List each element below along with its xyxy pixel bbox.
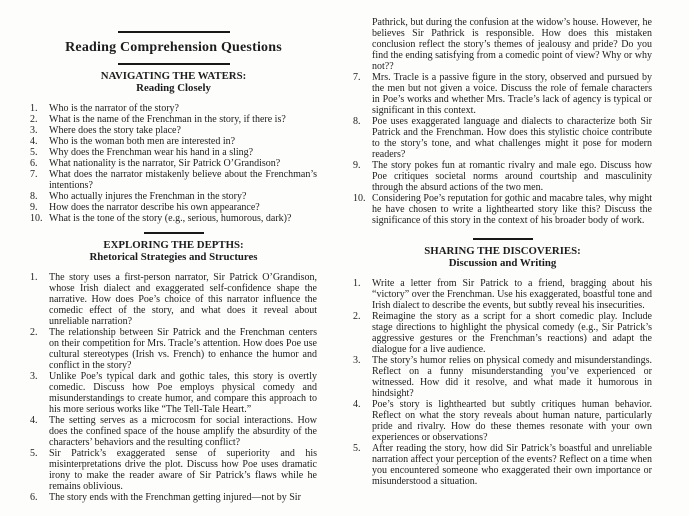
item-text: The story uses a first-person narrator, Sir Patrick O’Grandison, whose Irish dialect and exaggerated self-confidence shape the narrative. How does Poe’s choice of this narrator influence the comedic effect of the story, and what does it reveal about unreliable narration?	[49, 272, 317, 327]
item-number: 6.	[30, 492, 38, 503]
item-text: Sir Patrick’s exaggerated sense of superiority and his misinterpretations drive the plot. Discuss how Poe uses dramatic irony to make the reader aware of Sir Patrick’s flaws while he remains oblivious.	[49, 448, 317, 492]
item-text: Poe uses exaggerated language and dialects to characterize both Sir Patrick and the Frenchman. How does this stylistic choice contribute to the story’s tone, and what challenges might it pose for modern readers?	[372, 116, 652, 160]
item-text: Write a letter from Sir Patrick to a friend, bragging about his “victory” over the Frenchman. Use his exaggerated, boastful tone and Irish dialect to describe the events, but subtly reveal his insecurities.	[372, 278, 652, 311]
list-item	[30, 202, 317, 213]
item-text: After reading the story, how did Sir Patrick’s boastful and unreliable narration affect your perception of the events? Reflect on a time when you encountered someone who exaggerated their own importance or misunderstood a situation.	[372, 443, 652, 487]
item-text: Who actually injures the Frenchman in the story?	[49, 191, 247, 202]
item-number: 9.	[353, 160, 361, 171]
item-number: 7.	[353, 72, 361, 83]
rhetorical-questions-list-right	[353, 72, 652, 226]
item-number: 2.	[30, 114, 38, 125]
list-item	[30, 147, 317, 158]
item-text: The relationship between Sir Patrick and the Frenchman centers on their competition for Mrs. Tracle’s attention. How does Poe use cultural stereotypes (Irish vs. French) to enhance the humor and conflict in the story?	[49, 327, 317, 371]
item-text: What is the tone of the story (e.g., serious, humorous, dark)?	[49, 213, 292, 224]
item-number: 10.	[30, 213, 43, 224]
list-item	[30, 114, 317, 125]
list-item	[30, 415, 317, 448]
section-heading-line2: Discussion and Writing	[448, 256, 557, 269]
section-heading-line1: EXPLORING THE DEPTHS:	[103, 239, 244, 251]
item-text: Who is the woman both men are interested in?	[49, 136, 236, 147]
reading-questions-list	[30, 103, 317, 224]
section-heading-line2: Reading Closely	[136, 81, 211, 94]
list-item	[30, 136, 317, 147]
sharing-questions-list	[353, 278, 652, 487]
item-number: 1.	[353, 278, 361, 289]
item-text: Reimagine the story as a script for a short comedic play. Include stage directions to highlight the physical comedy (e.g., Sir Patrick’s aggressive gestures or the Frenchman’s reactions) and adapt the dialogue for a live audience.	[372, 311, 652, 355]
item-number: 8.	[30, 191, 38, 202]
list-item	[353, 355, 652, 399]
list-item	[30, 213, 317, 224]
item-text: The story’s humor relies on physical comedy and misunderstandings. Reflect on a funny misunderstanding you’ve experienced or witnessed. How did it resolve, and what made it humorous in hindsight?	[372, 355, 652, 399]
item-number: 5.	[30, 448, 38, 459]
list-item	[30, 448, 317, 492]
list-item	[353, 160, 652, 193]
item-number: 1.	[30, 103, 38, 114]
item-number: 6.	[30, 158, 38, 169]
item-number: 9.	[30, 202, 38, 213]
item-text: The story ends with the Frenchman getting injured—not by Sir	[49, 492, 301, 503]
item-number: 4.	[30, 415, 38, 426]
list-item	[353, 116, 652, 160]
item-number: 1.	[30, 272, 38, 283]
list-item	[353, 72, 652, 116]
item-text: Poe’s story is lighthearted but subtly critiques human behavior. Reflect on what the story reveals about human nature, particularly pride and rivalry. How do these themes resonate with your own experiences or observations?	[372, 399, 652, 443]
list-item	[30, 272, 317, 327]
right-column	[353, 0, 652, 487]
list-item	[30, 158, 317, 169]
list-item	[30, 169, 317, 191]
list-item	[30, 125, 317, 136]
item-text: How does the narrator describe his own appearance?	[49, 202, 260, 213]
section-heading-navigating	[30, 71, 317, 94]
section-heading-sharing	[353, 246, 652, 269]
list-item	[353, 193, 652, 226]
item-text: Unlike Poe’s typical dark and gothic tales, this story is overtly comedic. Discuss how Poe employs physical comedy and misunderstandings to create humor, and compare this approach to his more serious works like “The Tell-Tale Heart.”	[49, 371, 317, 415]
item-number: 3.	[353, 355, 361, 366]
list-item	[30, 103, 317, 114]
item-number: 4.	[30, 136, 38, 147]
section-heading-exploring	[30, 240, 317, 263]
title-rule-bottom	[118, 63, 230, 65]
item-number: 2.	[30, 327, 38, 338]
item-text: Who is the narrator of the story?	[49, 103, 179, 114]
section-heading-line2: Rhetorical Strategies and Structures	[89, 250, 258, 263]
item-number: 10.	[353, 193, 366, 204]
title-rule-top	[118, 31, 230, 33]
list-item	[30, 492, 317, 503]
section-heading-line1: SHARING THE DISCOVERIES:	[424, 245, 581, 257]
page-title: Reading Comprehension Questions	[65, 40, 282, 55]
item-text: The setting serves as a microcosm for social interactions. How does the confined space of the house amplify the absurdity of the characters’ behaviors and the resulting conflict?	[49, 415, 317, 448]
item-number: 3.	[30, 371, 38, 382]
list-item	[30, 191, 317, 202]
list-item	[353, 399, 652, 443]
item-text: Where does the story take place?	[49, 125, 181, 136]
item-number: 7.	[30, 169, 38, 180]
section-rule	[144, 232, 204, 234]
section-heading-line1: NAVIGATING THE WATERS:	[100, 70, 247, 82]
item-number: 3.	[30, 125, 38, 136]
item-number: 8.	[353, 116, 361, 127]
item-text: Why does the Frenchman wear his hand in a sling?	[49, 147, 254, 158]
item-6-continuation: Pathrick, but during the confusion at the widow’s house. However, he believes Sir Pathrick is responsible. How does this mistaken conclusion reflect the story’s themes of jealousy and pride? Do you find the ending satisfying from a comedic point of view? Why or why not??	[372, 17, 652, 72]
item-text: What is the name of the Frenchman in the story, if there is?	[49, 114, 286, 125]
list-item	[353, 278, 652, 311]
left-column	[30, 0, 317, 503]
item-text: What nationality is the narrator, Sir Patrick O’Grandison?	[49, 158, 281, 169]
list-item	[30, 371, 317, 415]
list-item	[353, 311, 652, 355]
item-text: Considering Poe’s reputation for gothic and macabre tales, why might he have chosen to write a lighthearted story like this? Discuss the significance of this story in the context of his broader body of work.	[372, 193, 652, 226]
rhetorical-questions-list-left	[30, 272, 317, 503]
list-item	[353, 443, 652, 487]
section-rule	[473, 238, 533, 240]
item-number: 2.	[353, 311, 361, 322]
item-number: 4.	[353, 399, 361, 410]
item-number: 5.	[353, 443, 361, 454]
item-text: What does the narrator mistakenly believe about the Frenchman’s intentions?	[49, 169, 317, 191]
item-text: Mrs. Tracle is a passive figure in the story, observed and pursued by the men but not given a voice. Discuss the role of female characters in Poe’s works and whether Mrs. Tracle’s lack of agency is typical or significant in this context.	[372, 72, 652, 116]
item-text: The story pokes fun at romantic rivalry and male ego. Discuss how Poe critiques societal norms around courtship and masculinity through the absurd actions of the two men.	[372, 160, 652, 193]
list-item	[30, 327, 317, 371]
item-number: 5.	[30, 147, 38, 158]
